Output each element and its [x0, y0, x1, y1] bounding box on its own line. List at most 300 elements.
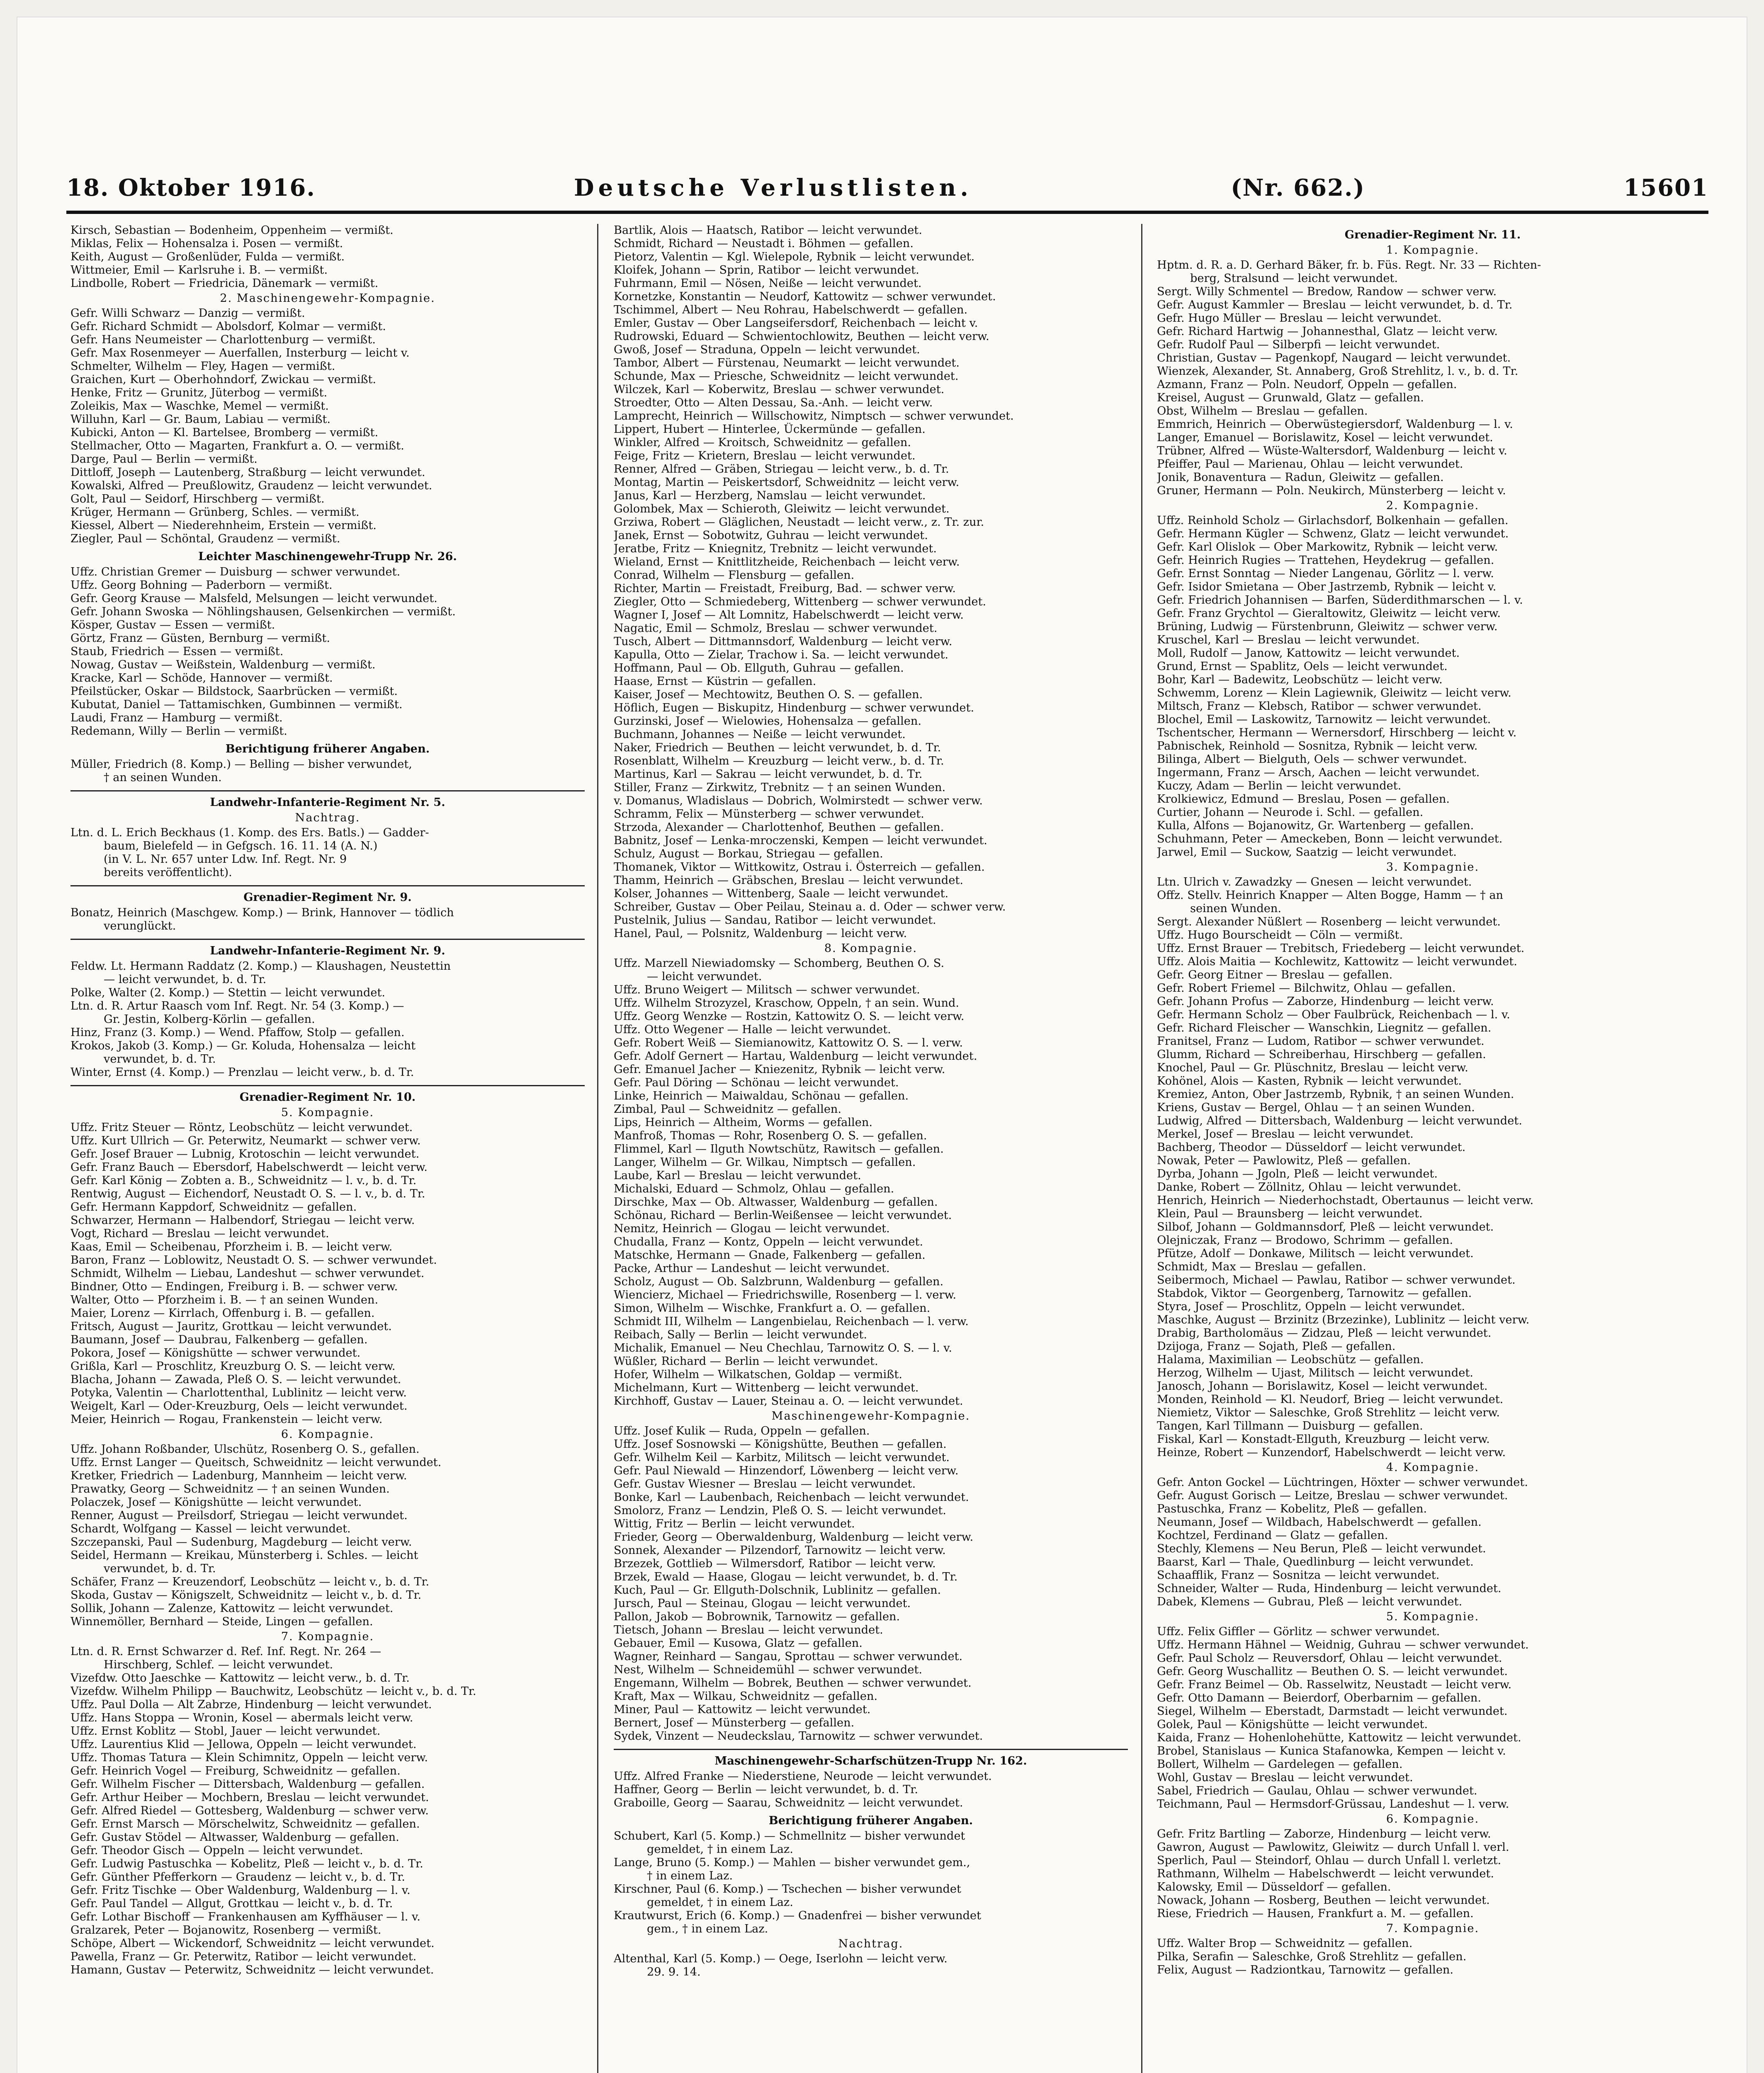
casualty-entry: v. Domanus, Wladislaus — Dobrich, Wolmirstedt — schwer verw. — [614, 794, 983, 807]
casualty-entry: Gwoß, Josef — Straduna, Oppeln — leicht verwundet. — [614, 343, 920, 356]
casualty-entry: Schramm, Felix — Münsterberg — schwer verwundet. — [614, 808, 924, 820]
casualty-entry: Uffz. Hermann Hähnel — Weidnig, Guhrau — schwer verwundet. — [1157, 1638, 1529, 1651]
casualty-entry: Uffz. Josef Sosnowski — Königshütte, Beuthen — gefallen. — [614, 1438, 947, 1451]
header-rule — [66, 211, 1708, 214]
casualty-entry: Sergt. Alexander Nüßlert — Rosenberg — leicht verwundet. — [1157, 915, 1501, 928]
casualty-entry: Uffz. Marzell Niewiadomsky — Schomberg, Beuthen O. S. — [614, 957, 945, 970]
section-separator — [70, 885, 585, 886]
section-separator — [70, 790, 585, 791]
casualty-entry: Nowak, Peter — Pawlowitz, Pleß — gefallen. — [1157, 1154, 1411, 1167]
section-heading: Leichter Maschinengewehr-Trupp Nr. 26. — [198, 550, 457, 563]
casualty-entry: 29. 9. 14. — [647, 1966, 701, 1978]
casualty-entry: Krolkiewicz, Edmund — Breslau, Posen — gefallen. — [1157, 793, 1450, 806]
casualty-entry: Sperlich, Paul — Steindorf, Ohlau — durch Unfall l. verletzt. — [1157, 1854, 1502, 1867]
casualty-entry: Uffz. Josef Kulik — Ruda, Oppeln — gefallen. — [614, 1425, 870, 1437]
casualty-entry: Bollert, Wilhelm — Gardelegen — gefallen. — [1157, 1758, 1403, 1771]
casualty-entry: Lips, Heinrich — Altheim, Worms — gefallen. — [614, 1116, 872, 1129]
casualty-entry: Golt, Paul — Seidorf, Hirschberg — vermißt. — [70, 493, 325, 505]
casualty-entry: Kloifek, Johann — Sprin, Ratibor — leicht verwundet. — [614, 264, 919, 277]
subsection-heading: Nachtrag. — [838, 1937, 904, 1950]
casualty-entry: Gefr. Georg Krause — Malsfeld, Melsungen — leicht verwundet. — [70, 592, 437, 605]
casualty-entry: Hoffmann, Paul — Ob. Ellguth, Guhrau — gefallen. — [614, 662, 904, 675]
casualty-entry: Pallon, Jakob — Bobrownik, Tarnowitz — gefallen. — [614, 1610, 900, 1623]
issue-number: (Nr. 662.) — [1231, 174, 1365, 201]
casualty-entry: Kapulla, Otto — Zielar, Trachow i. Sa. — leicht verwundet. — [614, 648, 949, 661]
casualty-entry: Gefr. Anton Gockel — Lüchtringen, Höxter — schwer verwundet. — [1157, 1476, 1528, 1489]
casualty-entry: Seibermoch, Michael — Pawlau, Ratibor — schwer verwundet. — [1157, 1274, 1516, 1287]
casualty-entry: Gefr. August Kammler — Breslau — leicht verwundet, b. d. Tr. — [1157, 299, 1513, 311]
subsection-heading: 3. Kompagnie. — [1386, 861, 1480, 874]
casualty-entry: Schubert, Karl (5. Komp.) — Schmellnitz — bisher verwundet — [614, 1830, 965, 1842]
section-heading: Grenadier-Regiment Nr. 9. — [243, 891, 412, 904]
casualty-entry: Gefr. Alfred Riedel — Gottesberg, Waldenburg — schwer verw. — [70, 1804, 429, 1817]
casualty-entry: Franitsel, Franz — Ludom, Ratibor — schwer verwundet. — [1157, 1035, 1485, 1048]
casualty-entry: Schmidt III, Wilhelm — Langenbielau, Reichenbach — l. verw. — [614, 1315, 969, 1328]
casualty-entry: Baron, Franz — Loblowitz, Neustadt O. S. — schwer verwundet. — [70, 1254, 437, 1267]
casualty-entry: Krokos, Jakob (3. Komp.) — Gr. Koluda, Hohensalza — leicht — [70, 1039, 416, 1052]
casualty-entry: Vizefdw. Otto Jaeschke — Kattowitz — leicht verw., b. d. Tr. — [70, 1672, 410, 1685]
casualty-entry: Blochel, Emil — Laskowitz, Tarnowitz — leicht verwundet. — [1157, 713, 1491, 726]
casualty-entry: Höflich, Eugen — Biskupitz, Hindenburg — schwer verwundet. — [614, 702, 974, 714]
casualty-entry: Gefr. Paul Scholz — Reuversdorf, Ohlau — leicht verwundet. — [1157, 1652, 1502, 1665]
casualty-entry: Schwarzer, Hermann — Halbendorf, Striegau — leicht verw. — [70, 1214, 415, 1227]
casualty-entry: Moll, Rudolf — Janow, Kattowitz — leicht verwundet. — [1157, 647, 1460, 660]
casualty-entry: Laube, Karl — Breslau — leicht verwundet. — [614, 1169, 861, 1182]
casualty-entry: Frieder, Georg — Oberwaldenburg, Waldenburg — leicht verw. — [614, 1531, 974, 1544]
casualty-entry: Janek, Ernst — Sobotwitz, Guhrau — leicht verwundet. — [614, 529, 928, 542]
casualty-entry: Feige, Fritz — Krietern, Breslau — leicht verwundet. — [614, 449, 916, 462]
casualty-entry: Kaas, Emil — Scheibenau, Pforzheim i. B. — leicht verw. — [70, 1240, 393, 1253]
casualty-entry: Bohr, Karl — Badewitz, Leobschütz — leicht verw. — [1157, 673, 1443, 686]
casualty-entry: Gralzarek, Peter — Bojanowitz, Rosenberg — vermißt. — [70, 1924, 381, 1937]
casualty-entry: Wüßler, Richard — Berlin — leicht verwundet. — [614, 1355, 878, 1368]
casualty-entry: Gefr. Rudolf Paul — Silberpfi — leicht verwundet. — [1157, 338, 1440, 351]
casualty-entry: Pustelnik, Julius — Sandau, Ratibor — leicht verwundet. — [614, 914, 936, 927]
casualty-entry: Brzek, Ewald — Haase, Glogau — leicht verwundet, b. d. Tr. — [614, 1571, 958, 1583]
casualty-entry: Gefr. Richard Fleischer — Wanschkin, Liegnitz — gefallen. — [1157, 1022, 1492, 1034]
casualty-entry: Brzezek, Gottlieb — Wilmersdorf, Ratibor — leicht verw. — [614, 1557, 936, 1570]
casualty-entry: Hinz, Franz (3. Komp.) — Wend. Pfaffow, Stolp — gefallen. — [70, 1026, 405, 1039]
casualty-entry: Grißla, Karl — Proschlitz, Kreuzburg O. S. — leicht verw. — [70, 1360, 396, 1373]
casualty-entry: Winter, Ernst (4. Komp.) — Prenzlau — leicht verw., b. d. Tr. — [70, 1066, 414, 1079]
casualty-entry: Fuhrmann, Emil — Nösen, Neiße — leicht verwundet. — [614, 277, 922, 290]
casualty-entry: Emmrich, Heinrich — Oberwüstegiersdorf, Waldenburg — l. v. — [1157, 418, 1513, 431]
casualty-entry: Pfeilstücker, Oskar — Bildstock, Saarbrücken — vermißt. — [70, 685, 398, 698]
subsection-heading: 2. Maschinengewehr-Kompagnie. — [220, 292, 435, 305]
casualty-entry: Gefr. Franz Bauch — Ebersdorf, Habelschwerdt — leicht verw. — [70, 1161, 428, 1174]
casualty-entry: Gefr. Josef Brauer — Lubnig, Krotoschin — leicht verwundet. — [70, 1148, 420, 1160]
casualty-entry: Kuczy, Adam — Berlin — leicht verwundet. — [1157, 779, 1402, 792]
casualty-entry: Schardt, Wolfgang — Kassel — leicht verwundet. — [70, 1522, 351, 1535]
casualty-entry: Niemietz, Viktor — Saleschke, Groß Strehlitz — leicht verw. — [1157, 1406, 1500, 1419]
casualty-entry: Golombek, Max — Schieroth, Gleiwitz — leicht verwundet. — [614, 502, 950, 515]
casualty-entry: Kornetzke, Konstantin — Neudorf, Kattowitz — schwer verwundet. — [614, 290, 996, 303]
casualty-entry: Henke, Fritz — Grunitz, Jüterbog — vermißt. — [70, 386, 328, 399]
section-separator — [70, 1085, 585, 1086]
casualty-entry: Meier, Heinrich — Rogau, Frankenstein — leicht verw. — [70, 1413, 383, 1426]
casualty-entry: Ltn. d. R. Ernst Schwarzer d. Ref. Inf. Regt. Nr. 264 — — [70, 1645, 381, 1658]
casualty-entry: Uffz. Paul Dolla — Alt Zabrze, Hindenburg — leicht verwundet. — [70, 1698, 432, 1711]
casualty-entry: Szczepanski, Paul — Sudenburg, Magdeburg — leicht verw. — [70, 1536, 412, 1549]
casualty-entry: Krautwurst, Erich (6. Komp.) — Gnadenfrei — bisher verwundet — [614, 1909, 982, 1922]
casualty-entry: Renner, Alfred — Gräben, Striegau — leicht verw., b. d. Tr. — [614, 463, 949, 476]
casualty-entry: Tangen, Karl Tillmann — Duisburg — gefallen. — [1157, 1420, 1423, 1432]
casualty-entry: Kösper, Gustav — Essen — vermißt. — [70, 619, 275, 631]
casualty-entry: Uffz. Felix Giffler — Görlitz — schwer verwundet. — [1157, 1625, 1440, 1638]
casualty-entry: Gefr. Franz Beimel — Ob. Rasselwitz, Neustadt — leicht verw. — [1157, 1678, 1512, 1691]
section-heading: Landwehr-Infanterie-Regiment Nr. 9. — [210, 944, 445, 957]
casualty-entry: Styra, Josef — Proschlitz, Oppeln — leicht verwundet. — [1157, 1300, 1465, 1313]
column-3 — [1157, 224, 1708, 2073]
casualty-entry: Kraft, Max — Wilkau, Schweidnitz — gefallen. — [614, 1690, 878, 1703]
casualty-entry: Gefr. Günther Pfefferkorn — Graudenz — leicht v., b. d. Tr. — [70, 1871, 405, 1884]
casualty-entry: Winnemöller, Bernhard — Steide, Lingen — gefallen. — [70, 1615, 373, 1628]
publication-title: Deutsche Verlustlisten. — [574, 174, 972, 201]
casualty-entry: Flimmel, Karl — Ilguth Nowtschütz, Rawitsch — gefallen. — [614, 1143, 944, 1155]
casualty-entry: Pokora, Josef — Königshütte — schwer verwundet. — [70, 1347, 361, 1359]
casualty-entry: Obst, Wilhelm — Breslau — gefallen. — [1157, 405, 1368, 418]
issue-date: 18. Oktober 1916. — [66, 174, 316, 201]
casualty-entry: Gefr. Gustav Wiesner — Breslau — leicht verwundet. — [614, 1478, 916, 1490]
casualty-entry: Engemann, Wilhelm — Bobrek, Beuthen — schwer verwundet. — [614, 1677, 972, 1689]
casualty-entry: Vogt, Richard — Breslau — leicht verwundet. — [70, 1227, 329, 1240]
casualty-entry: Graboille, Georg — Saarau, Schweidnitz — leicht verwundet. — [614, 1796, 963, 1809]
casualty-entry: Uffz. Walter Brop — Schweidnitz — gefallen. — [1157, 1937, 1413, 1950]
subsection-heading: 2. Kompagnie. — [1386, 499, 1480, 512]
casualty-entry: Tusch, Albert — Dittmannsdorf, Waldenburg — leicht verw. — [614, 635, 952, 648]
casualty-entry: Skoda, Gustav — Königszelt, Schweidnitz — leicht v., b. d. Tr. — [70, 1589, 422, 1602]
casualty-entry: Gefr. Isidor Smietana — Ober Jastrzemb, Rybnik — leicht v. — [1157, 580, 1497, 593]
casualty-entry: Weigelt, Karl — Oder-Kreuzburg, Oels — leicht verwundet. — [70, 1400, 408, 1413]
casualty-entry: Gefr. Wilhelm Fischer — Dittersbach, Waldenburg — gefallen. — [70, 1778, 425, 1791]
casualty-entry: Ziegler, Otto — Schmiedeberg, Wittenberg — schwer verwundet. — [614, 595, 986, 608]
casualty-entry: Pfeiffer, Paul — Marienau, Ohlau — leicht verwundet. — [1157, 458, 1463, 471]
casualty-entry: Kochtzel, Ferdinand — Glatz — gefallen. — [1157, 1529, 1388, 1542]
casualty-entry: Gefr. Adolf Gernert — Hartau, Waldenburg — leicht verwundet. — [614, 1050, 977, 1063]
casualty-entry: Christian, Gustav — Pagenkopf, Naugard — leicht verwundet. — [1157, 352, 1511, 364]
casualty-entry: Tschimmel, Albert — Neu Rohrau, Habelschwerdt — gefallen. — [614, 303, 968, 316]
casualty-entry: Manfroß, Thomas — Rohr, Rosenberg O. S. — gefallen. — [614, 1129, 927, 1142]
casualty-entry: — leicht verwundet. — [647, 970, 762, 983]
casualty-entry: Uffz. Ernst Langer — Queitsch, Schweidnitz — leicht verwundet. — [70, 1456, 442, 1469]
subsection-heading: 5. Kompagnie. — [1386, 1610, 1480, 1623]
casualty-entry: Drabig, Bartholomäus — Zidzau, Pleß — leicht verwundet. — [1157, 1327, 1492, 1340]
casualty-entry: Renner, August — Preilsdorf, Striegau — leicht verwundet. — [70, 1509, 408, 1522]
casualty-entry: Buchmann, Johannes — Neiße — leicht verwundet. — [614, 728, 906, 741]
casualty-entry: Trübner, Alfred — Wüste-Waltersdorf, Waldenburg — leicht v. — [1157, 444, 1507, 457]
casualty-entry: Rentwig, August — Eichendorf, Neustadt O. S. — l. v., b. d. Tr. — [70, 1187, 425, 1200]
casualty-entry: Kriens, Gustav — Bergel, Ohlau — † an seinen Wunden. — [1157, 1101, 1475, 1114]
casualty-entry: Uffz. Ernst Brauer — Trebitsch, Friedeberg — leicht verwundet. — [1157, 942, 1525, 955]
casualty-entry: Langer, Wilhelm — Gr. Wilkau, Nimptsch — gefallen. — [614, 1156, 916, 1169]
casualty-entry: † an seinen Wunden. — [104, 771, 222, 784]
casualty-entry: Tschentscher, Hermann — Wernersdorf, Hirschberg — leicht v. — [1157, 726, 1517, 739]
casualty-entry: Kubutat, Daniel — Tattamischken, Gumbinnen — vermißt. — [70, 698, 403, 711]
casualty-entry: Bonatz, Heinrich (Maschgew. Komp.) — Brink, Hannover — tödlich — [70, 906, 454, 919]
casualty-entry: Polke, Walter (2. Komp.) — Stettin — leicht verwundet. — [70, 986, 386, 999]
section-heading: Grenadier-Regiment Nr. 11. — [1344, 228, 1521, 241]
casualty-entry: Dittloff, Joseph — Lautenberg, Straßburg — leicht verwundet. — [70, 466, 425, 479]
casualty-entry: Schmelter, Wilhelm — Fley, Hagen — vermißt. — [70, 360, 335, 373]
casualty-entry: Gefr. Franz Grychtol — Gieraltowitz, Gleiwitz — leicht verw. — [1157, 607, 1501, 620]
casualty-entry: Altenthal, Karl (5. Komp.) — Oege, Iserlohn — leicht verw. — [614, 1952, 948, 1965]
casualty-entry: Conrad, Wilhelm — Flensburg — gefallen. — [614, 569, 855, 582]
casualty-entry: Kremiez, Anton, Ober Jastrzemb, Rybnik, † an seinen Wunden. — [1157, 1088, 1514, 1101]
casualty-entry: Wiencierz, Michael — Friedrichswille, Rosenberg — l. verw. — [614, 1289, 957, 1301]
casualty-entry: Bindner, Otto — Endingen, Freiburg i. B. — schwer verw. — [70, 1280, 398, 1293]
casualty-entry: Naker, Friedrich — Beuthen — leicht verwundet, b. d. Tr. — [614, 741, 941, 754]
casualty-entry: Hanel, Paul, — Polsnitz, Waldenburg — leicht verw. — [614, 927, 907, 940]
casualty-entry: Nowack, Johann — Rosberg, Beuthen — leicht verwundet. — [1157, 1894, 1490, 1907]
casualty-entry: Kreisel, August — Grunwald, Glatz — gefallen. — [1157, 391, 1424, 404]
casualty-entry: Uffz. Reinhold Scholz — Girlachsdorf, Bolkenhain — gefallen. — [1157, 514, 1509, 527]
casualty-entry: Dirschke, Max — Ob. Altwasser, Waldenburg — gefallen. — [614, 1196, 938, 1209]
casualty-entry: Sydek, Vinzent — Neudeckslau, Tarnowitz — schwer verwundet. — [614, 1730, 983, 1743]
casualty-entry: Maschke, August — Brzinitz (Brzezinke), Lublinitz — leicht verw. — [1157, 1313, 1530, 1326]
casualty-entry: Vizefdw. Wilhelm Philipp — Bauchwitz, Leobschütz — leicht v., b. d. Tr. — [70, 1685, 476, 1698]
casualty-entry: Gefr. Otto Damann — Beierdorf, Oberbarnim — gefallen. — [1157, 1692, 1482, 1704]
section-heading: Berichtigung früherer Angaben. — [225, 742, 430, 755]
casualty-entry: (in V. L. Nr. 657 unter Ldw. Inf. Regt. Nr. 9 — [104, 853, 347, 866]
casualty-entry: Azmann, Franz — Poln. Neudorf, Oppeln — gefallen. — [1157, 378, 1457, 391]
casualty-entry: Fiskal, Karl — Konstadt-Ellguth, Kreuzburg — leicht verw. — [1157, 1433, 1490, 1446]
casualty-entry: Sollik, Johann — Zalenze, Kattowitz — leicht verwundet. — [70, 1602, 394, 1615]
casualty-entry: Uffz. Johann Roßbander, Ulschütz, Rosenberg O. S., gefallen. — [70, 1443, 420, 1456]
casualty-entry: Gefr. Heinrich Rugies — Trattehen, Heydekrug — gefallen. — [1157, 554, 1494, 567]
casualty-entry: Smolorz, Franz — Lendzin, Pleß O. S. — leicht verwundet. — [614, 1504, 946, 1517]
casualty-entry: Dabek, Klemens — Gubrau, Pleß — leicht verwundet. — [1157, 1595, 1463, 1608]
casualty-entry: Linke, Heinrich — Maiwaldau, Schönau — gefallen. — [614, 1090, 909, 1102]
casualty-entry: Gefr. Heinrich Vogel — Freiburg, Schweidnitz — gefallen. — [70, 1765, 401, 1777]
casualty-entry: Ltn. d. R. Artur Raasch vom Inf. Regt. Nr. 54 (3. Komp.) — — [70, 1000, 404, 1012]
casualty-entry: gemeldet, † in einem Laz. — [647, 1843, 793, 1856]
casualty-entry: Wilczek, Karl — Koberwitz, Breslau — schwer verwundet. — [614, 383, 945, 396]
casualty-entry: Glumm, Richard — Schreiberhau, Hirschberg — gefallen. — [1157, 1048, 1486, 1061]
casualty-entry: Schmidt, Max — Breslau — gefallen. — [1157, 1260, 1366, 1273]
subsection-heading: 1. Kompagnie. — [1386, 244, 1480, 257]
casualty-entry: Sonnek, Alexander — Pilzendorf, Tarnowitz — leicht verw. — [614, 1544, 946, 1557]
casualty-entry: Dyrba, Johann — Jgoln, Pleß — leicht verwundet. — [1157, 1168, 1438, 1180]
casualty-entry: Kolser, Johannes — Wittenberg, Saale — leicht verwundet. — [614, 887, 949, 900]
section-heading: Maschinengewehr-Scharfschützen-Trupp Nr. 162. — [714, 1754, 1027, 1767]
casualty-entry: Nowag, Gustav — Weißstein, Waldenburg — vermißt. — [70, 658, 376, 671]
casualty-entry: Merkel, Josef — Breslau — leicht verwundet. — [1157, 1128, 1414, 1141]
casualty-entry: Brobel, Stanislaus — Kunica Stafanowka, Kempen — leicht v. — [1157, 1745, 1506, 1757]
casualty-entry: Gefr. Johann Swoska — Nöhlingshausen, Gelsenkirchen — vermißt. — [70, 605, 456, 618]
casualty-entry: Rudrowski, Eduard — Schwientochlowitz, Beuthen — leicht verw. — [614, 330, 989, 343]
casualty-entry: Sergt. Willy Schmentel — Bredow, Randow — schwer verw. — [1157, 285, 1497, 298]
casualty-entry: Jursch, Paul — Steinau, Glogau — leicht verwundet. — [614, 1597, 911, 1610]
casualty-entry: gemeldet, † in einem Laz. — [647, 1896, 793, 1909]
casualty-entry: Baarst, Karl — Thale, Quedlinburg — leicht verwundet. — [1157, 1556, 1474, 1568]
subsection-heading: 8. Kompagnie. — [824, 942, 918, 955]
casualty-entry: Rathmann, Wilhelm — Habelschwerdt — leicht verwundet. — [1157, 1867, 1494, 1880]
casualty-entry: Gawron, August — Pawlowitz, Gleiwitz — durch Unfall l. verl. — [1157, 1841, 1509, 1854]
casualty-entry: Gefr. Emanuel Jacher — Kniezenitz, Rybnik — leicht verw. — [614, 1063, 945, 1076]
casualty-entry: Polaczek, Josef — Königshütte — leicht verwundet. — [70, 1496, 362, 1509]
subsection-heading: 6. Kompagnie. — [281, 1428, 374, 1441]
casualty-entry: Brüning, Ludwig — Fürstenbrunn, Gleiwitz — schwer verw. — [1157, 620, 1498, 633]
casualty-entry: Rosenblatt, Wilhelm — Kreuzburg — leicht verw., b. d. Tr. — [614, 755, 944, 767]
casualty-entry: Uffz. Wilhelm Strozyzel, Kraschow, Oppeln, † an sein. Wund. — [614, 997, 960, 1010]
casualty-entry: Gebauer, Emil — Kusowa, Glatz — gefallen. — [614, 1637, 863, 1650]
casualty-entry: Winkler, Alfred — Kroitsch, Schweidnitz — gefallen. — [614, 436, 911, 449]
casualty-entry: Heinze, Robert — Kunzendorf, Habelschwerdt — leicht verw. — [1157, 1446, 1506, 1459]
page-header — [66, 174, 1708, 207]
casualty-entry: Gefr. Wilhelm Keil — Karbitz, Militsch — leicht verwundet. — [614, 1451, 950, 1464]
casualty-entry: Michalski, Eduard — Schmolz, Ohlau — gefallen. — [614, 1182, 894, 1195]
casualty-entry: Schmidt, Richard — Neustadt i. Böhmen — gefallen. — [614, 237, 914, 250]
casualty-entry: Grund, Ernst — Spablitz, Oels — leicht verwundet. — [1157, 660, 1448, 673]
casualty-entry: Tietsch, Johann — Breslau — leicht verwundet. — [614, 1624, 883, 1636]
page-number: 15601 — [1623, 174, 1708, 201]
casualty-entry: Herzog, Wilhelm — Ujast, Militsch — leicht verwundet. — [1157, 1367, 1473, 1379]
casualty-entry: Potyka, Valentin — Charlottenthal, Lublinitz — leicht verw. — [70, 1386, 407, 1399]
casualty-entry: Strzoda, Alexander — Charlottenhof, Beuthen — gefallen. — [614, 821, 944, 834]
casualty-entry: Zimbal, Paul — Schweidnitz — gefallen. — [614, 1103, 842, 1116]
casualty-entry: Kohönel, Alois — Kasten, Rybnik — leicht verwundet. — [1157, 1075, 1462, 1087]
casualty-entry: Gruner, Hermann — Poln. Neukirch, Münsterberg — leicht v. — [1157, 484, 1506, 497]
casualty-entry: seinen Wunden. — [1190, 902, 1281, 915]
casualty-entry: Gefr. Robert Weiß — Siemianowitz, Kattowitz O. S. — l. verw. — [614, 1036, 963, 1049]
casualty-entry: Siegel, Wilhelm — Eberstadt, Darmstadt — leicht verwundet. — [1157, 1705, 1508, 1718]
casualty-entry: Uffz. Georg Bohning — Paderborn — vermißt. — [70, 579, 333, 592]
casualty-entry: Ingermann, Franz — Arsch, Aachen — leicht verwundet. — [1157, 766, 1480, 779]
casualty-entry: Uffz. Alfred Franke — Niederstiene, Neurode — leicht verwundet. — [614, 1770, 992, 1783]
casualty-entry: Schwemm, Lorenz — Klein Lagiewnik, Gleiwitz — leicht verw. — [1157, 687, 1511, 699]
casualty-entry: gem., † in einem Laz. — [647, 1923, 768, 1935]
casualty-entry: baum, Bielefeld — in Gefgsch. 16. 11. 14 (A. N.) — [104, 840, 378, 852]
casualty-entry: Müller, Friedrich (8. Komp.) — Belling — bisher verwundet, — [70, 758, 412, 771]
casualty-entry: Grziwa, Robert — Gläglichen, Neustadt — leicht verw., z. Tr. zur. — [614, 516, 984, 529]
casualty-entry: Kaiser, Josef — Mechtowitz, Beuthen O. S. — gefallen. — [614, 688, 923, 701]
casualty-entry: Chudalla, Franz — Kontz, Oppeln — leicht verwundet. — [614, 1236, 923, 1248]
casualty-entry: Schaafflik, Franz — Sosnitza — leicht verwundet. — [1157, 1569, 1440, 1582]
casualty-entry: Miltsch, Franz — Klebsch, Ratibor — schwer verwundet. — [1157, 700, 1482, 713]
casualty-entry: Wittmeier, Emil — Karlsruhe i. B. — vermißt. — [70, 264, 328, 277]
casualty-entry: Teichmann, Paul — Hermsdorf-Grüssau, Landeshut — l. verw. — [1157, 1798, 1509, 1811]
casualty-entry: Bernert, Josef — Münsterberg — gefallen. — [614, 1716, 855, 1729]
casualty-entry: Pastuschka, Franz — Kobelitz, Pleß — gefallen. — [1157, 1503, 1427, 1515]
casualty-entry: Hirschberg, Schlef. — leicht verwundet. — [104, 1658, 333, 1671]
section-separator — [614, 1749, 1128, 1750]
casualty-entry: Lippert, Hubert — Hinterlee, Ückermünde — gefallen. — [614, 423, 926, 436]
casualty-entry: Gefr. Georg Wuschallitz — Beuthen O. S. — leicht verwundet. — [1157, 1665, 1508, 1678]
casualty-entry: Gefr. Robert Friemel — Bilchwitz, Ohlau — gefallen. — [1157, 982, 1456, 995]
casualty-entry: Kuch, Paul — Gr. Ellguth-Dolschnik, Lublinitz — gefallen. — [614, 1584, 941, 1597]
casualty-entry: Kulla, Alfons — Bojanowitz, Gr. Wartenberg — gefallen. — [1157, 819, 1474, 832]
casualty-entry: Olejniczak, Franz — Brodowo, Schrimm — gefallen. — [1157, 1234, 1453, 1247]
casualty-entry: Nemitz, Heinrich — Glogau — leicht verwundet. — [614, 1222, 890, 1235]
casualty-entry: verwundet, b. d. Tr. — [104, 1053, 216, 1066]
casualty-entry: Willuhn, Karl — Gr. Baum, Labiau — vermißt. — [70, 413, 331, 426]
casualty-entry: Gefr. Friedrich Johannisen — Barfen, Süderdithmarschen — l. v. — [1157, 594, 1523, 607]
casualty-entry: Nest, Wilhelm — Schneidemühl — schwer verwundet. — [614, 1663, 923, 1676]
casualty-entry: Wittig, Fritz — Berlin — leicht verwundet. — [614, 1517, 855, 1530]
casualty-entry: Schäfer, Franz — Kreuzendorf, Leobschütz — leicht v., b. d. Tr. — [70, 1575, 430, 1588]
casualty-entry: Stechly, Klemens — Neu Berun, Pleß — leicht verwundet. — [1157, 1542, 1486, 1555]
casualty-entry: Kretker, Friedrich — Ladenburg, Mannheim — leicht verw. — [70, 1469, 407, 1482]
casualty-entry: Babnitz, Josef — Lenka-mroczenski, Kempen — leicht verwundet. — [614, 834, 987, 847]
casualty-entry: Felix, August — Radziontkau, Tarnowitz — gefallen. — [1157, 1964, 1454, 1976]
casualty-entry: Simon, Wilhelm — Wischke, Frankfurt a. O. — gefallen. — [614, 1302, 931, 1315]
casualty-entry: Klein, Paul — Braunsberg — leicht verwundet. — [1157, 1207, 1423, 1220]
casualty-entry: Stiller, Franz — Zirkwitz, Trebnitz — † an seinen Wunden. — [614, 781, 946, 794]
casualty-entry: Kruschel, Karl — Breslau — leicht verwundet. — [1157, 634, 1420, 646]
casualty-entry: Görtz, Franz — Güsten, Bernburg — vermißt. — [70, 632, 330, 645]
casualty-entry: Feldw. Lt. Hermann Raddatz (2. Komp.) — Klaushagen, Neustettin — [70, 960, 451, 973]
casualty-entry: Prawatky, Georg — Schweidnitz — † an seinen Wunden. — [70, 1483, 390, 1495]
casualty-entry: Stabdok, Viktor — Georgenberg, Tarnowitz — gefallen. — [1157, 1287, 1472, 1300]
casualty-entry: Nagatic, Emil — Schmolz, Breslau — schwer verwundet. — [614, 622, 938, 635]
casualty-entry: Gurzinski, Josef — Wielowies, Hohensalza — gefallen. — [614, 715, 922, 728]
casualty-entry: Hptm. d. R. a. D. Gerhard Bäker, fr. b. Füs. Regt. Nr. 33 — Richten- — [1157, 259, 1541, 272]
casualty-entry: Lamprecht, Heinrich — Willschowitz, Nimptsch — schwer verwundet. — [614, 410, 1014, 422]
casualty-entry: Gefr. Hugo Müller — Breslau — leicht verwundet. — [1157, 312, 1442, 325]
casualty-entry: Janosch, Johann — Borislawitz, Kosel — leicht verwundet. — [1157, 1380, 1488, 1393]
casualty-entry: Richter, Martin — Freistadt, Freiburg, Bad. — schwer verw. — [614, 582, 956, 595]
casualty-entry: Kowalski, Alfred — Preußlowitz, Graudenz — leicht verwundet. — [70, 479, 432, 492]
casualty-entry: Gefr. August Gorisch — Leitze, Breslau — schwer verwundet. — [1157, 1489, 1508, 1502]
casualty-entry: Pfütze, Adolf — Donkawe, Militsch — leicht verwundet. — [1157, 1247, 1474, 1260]
casualty-entry: Sabel, Friedrich — Gaulau, Ohlau — schwer verwundet. — [1157, 1784, 1477, 1797]
casualty-entry: Riese, Friedrich — Hausen, Frankfurt a. M. — gefallen. — [1157, 1907, 1474, 1920]
casualty-entry: Scholz, August — Ob. Salzbrunn, Waldenburg — gefallen. — [614, 1275, 944, 1288]
casualty-entry: Gefr. Willi Schwarz — Danzig — vermißt. — [70, 307, 305, 320]
casualty-entry: Miklas, Felix — Hohensalza i. Posen — vermißt. — [70, 237, 343, 250]
casualty-entry: Martinus, Karl — Sakrau — leicht verwundet, b. d. Tr. — [614, 768, 923, 781]
casualty-entry: Laudi, Franz — Hamburg — vermißt. — [70, 711, 283, 724]
casualty-entry: Redemann, Willy — Berlin — vermißt. — [70, 725, 287, 738]
casualty-entry: Gefr. Karl König — Zobten a. B., Schweidnitz — l. v., b. d. Tr. — [70, 1174, 417, 1187]
casualty-entry: Gefr. Johann Profus — Zaborze, Hindenburg — leicht verw. — [1157, 995, 1494, 1008]
casualty-entry: Packe, Arthur — Landeshut — leicht verwundet. — [614, 1262, 890, 1275]
casualty-entry: Blacha, Johann — Zawada, Pleß O. S. — leicht verwundet. — [70, 1373, 401, 1386]
casualty-entry: Thomanek, Viktor — Wittkowitz, Ostrau i. Österreich — gefallen. — [614, 861, 985, 874]
casualty-entry: Henrich, Heinrich — Niederhochstadt, Obertaunus — leicht verw. — [1157, 1194, 1534, 1207]
casualty-entry: Uffz. Christian Gremer — Duisburg — schwer verwundet. — [70, 566, 401, 578]
casualty-entry: Kiessel, Albert — Niederehnheim, Erstein — vermißt. — [70, 519, 377, 532]
casualty-entry: Tambor, Albert — Fürstenau, Neumarkt — leicht verwundet. — [614, 357, 960, 369]
casualty-entry: Gefr. Theodor Gisch — Oppeln — leicht verwundet. — [70, 1844, 363, 1857]
subsection-heading: 5. Kompagnie. — [281, 1106, 374, 1119]
casualty-entry: Jeratbe, Fritz — Kniegnitz, Trebnitz — leicht verwundet. — [614, 542, 937, 555]
casualty-entry: Gefr. Lothar Bischoff — Frankenhausen am Kyffhäuser — l. v. — [70, 1910, 420, 1923]
casualty-entry: Zoleikis, Max — Waschke, Memel — vermißt. — [70, 400, 329, 413]
casualty-entry: Dzijoga, Franz — Sojath, Pleß — gefallen. — [1157, 1340, 1396, 1353]
casualty-entry: Lindbolle, Robert — Friedricia, Dänemark — vermißt. — [70, 277, 379, 290]
casualty-entry: Uffz. Ernst Koblitz — Stobl, Jauer — leicht verwundet. — [70, 1725, 381, 1738]
casualty-entry: Wagner I, Josef — Alt Lomnitz, Habelschwerdt — leicht verw. — [614, 609, 964, 621]
casualty-entry: Kirchhoff, Gustav — Lauer, Steinau a. O. — leicht verwundet. — [614, 1395, 963, 1408]
casualty-entry: Kalowsky, Emil — Düsseldorf — gefallen. — [1157, 1881, 1391, 1893]
casualty-entry: Haase, Ernst — Küstrin — gefallen. — [614, 675, 816, 688]
casualty-entry: Kubicki, Anton — Kl. Bartelsee, Bromberg — vermißt. — [70, 426, 379, 439]
casualty-entry: Gefr. Gustav Stödel — Altwasser, Waldenburg — gefallen. — [70, 1831, 399, 1844]
casualty-entry: Hamann, Gustav — Peterwitz, Schweidnitz — leicht verwundet. — [70, 1964, 434, 1976]
casualty-entry: Walter, Otto — Pforzheim i. B. — † an seinen Wunden. — [70, 1294, 379, 1306]
casualty-entry: Pietorz, Valentin — Kgl. Wielepole, Rybnik — leicht verwundet. — [614, 250, 975, 263]
casualty-entry: Haffner, Georg — Berlin — leicht verwundet, b. d. Tr. — [614, 1783, 918, 1796]
casualty-entry: Uffz. Otto Wegener — Halle — leicht verwundet. — [614, 1023, 891, 1036]
casualty-entry: Krüger, Hermann — Grünberg, Schles. — vermißt. — [70, 506, 360, 519]
casualty-entry: Ludwig, Alfred — Dittersbach, Waldenburg — leicht verwundet. — [1157, 1114, 1522, 1127]
casualty-entry: Langer, Emanuel — Borislawitz, Kosel — leicht verwundet. — [1157, 431, 1493, 444]
casualty-entry: Gefr. Paul Tandel — Allgut, Grottkau — leicht v., b. d. Tr. — [70, 1897, 393, 1910]
section-heading: Berichtigung früherer Angaben. — [768, 1814, 973, 1827]
casualty-entry: Uffz. Fritz Steuer — Röntz, Leobschütz — leicht verwundet. — [70, 1121, 413, 1134]
casualty-entry: Uffz. Hans Stoppa — Wronin, Kosel — abermals leicht verw. — [70, 1711, 413, 1724]
